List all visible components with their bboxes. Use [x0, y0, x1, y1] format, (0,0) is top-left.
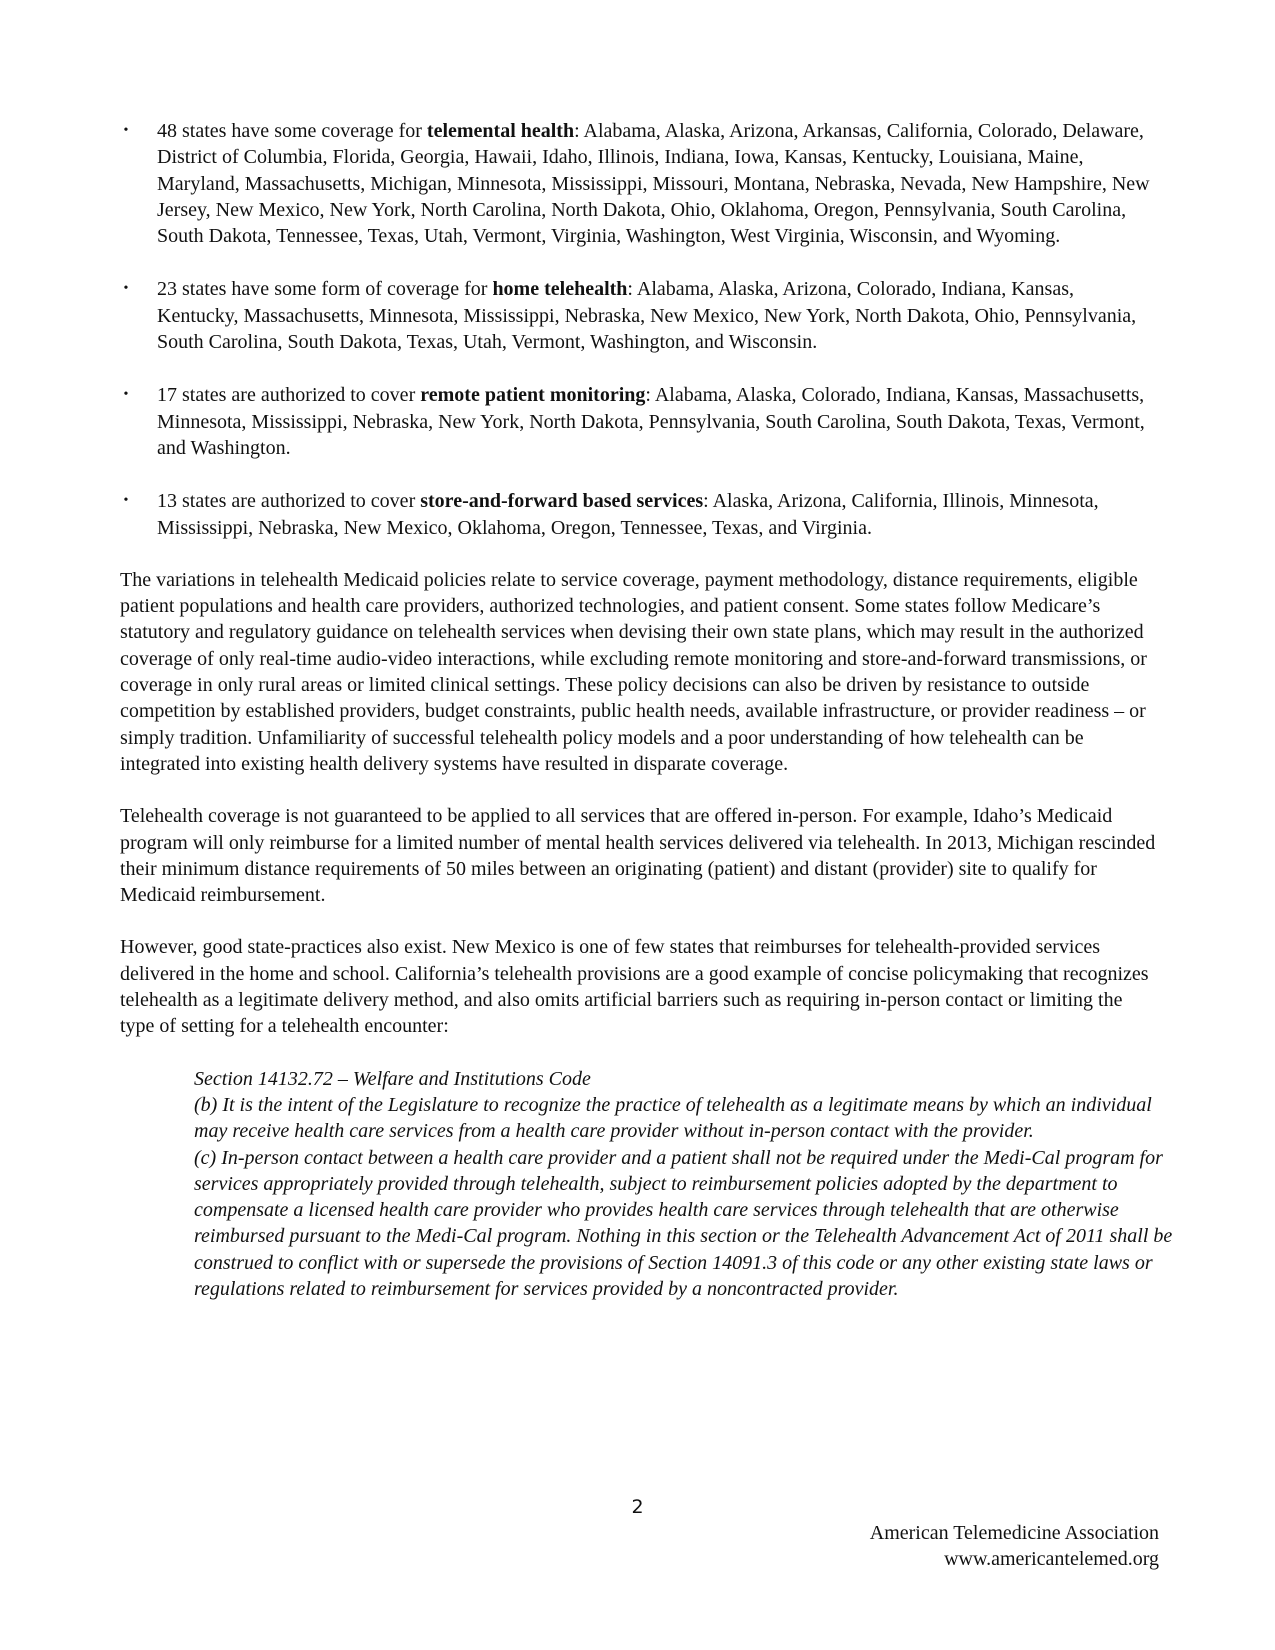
bullet-lead-text: 48 states have some coverage for	[157, 120, 427, 142]
bullet-state-list: : Alabama, Alaska, Colorado, Indiana, Kansas, Massachusetts, Minnesota, Mississippi, Nebraska, New York, North Dakota, Pennsylvania, South Carolina, South Dakota, Texas, Vermont, and Washington.	[157, 384, 1145, 459]
paragraph-coverage-not-guaranteed: Telehealth coverage is not guaranteed to be applied to all services that are offered in-person. For example, Idaho’s Medicaid program will only reimburse for a limited number of mental health services delivered via telehealth. In 2013, Michigan rescinded their minimum distance requirements of 50 miles between an originating (patient) and distant (provider) site to qualify for Medicaid reimbursement.	[120, 805, 1156, 907]
page-body	[120, 118, 1173, 1302]
bullet-state-list: : Alabama, Alaska, Arizona, Colorado, Indiana, Kansas, Kentucky, Massachusetts, Minnesota, Mississippi, Nebraska, New Mexico, New York, North Dakota, Ohio, Pennsylvania, South Carolina, South Dakota, Texas, Utah, Vermont, Washington, and Wisconsin.	[157, 278, 1137, 354]
bullet-state-list: : Alabama, Alaska, Arizona, Arkansas, California, Colorado, Delaware, District of Columbia, Florida, Georgia, Hawaii, Idaho, Illinois, Indiana, Iowa, Kansas, Kentucky, Louisiana, Maine, Maryland, Massachusetts, Michigan, Minnesota, Mississippi, Missouri, Montana, Nebraska, Nevada, New Hampshire, New Jersey, New Mexico, New York, North Carolina, North Dakota, Ohio, Oklahoma, Oregon, Pennsylvania, South Carolina, South Dakota, Tennessee, Texas, Utah, Vermont, Virginia, Washington, West Virginia, Wisconsin, and Wyoming.	[157, 120, 1150, 248]
statute-clause-c: (c) In-person contact between a health care provider and a patient shall not be required under the Medi-Cal program for services appropriately provided through telehealth, subject to reimbursement policies adopted by the department to compensate a licensed health care provider who provides health care services through telehealth that are otherwise reimbursed pursuant to the Medi-Cal program. Nothing in this section or the Telehealth Advancement Act of 2011 shall be construed to conflict with or supersede the provisions of Section 14091.3 of this code or any other existing state laws or regulations related to reimbursement for services provided by a noncontracted provider.	[194, 1146, 1173, 1300]
bullet-lead-text: 13 states are authorized to cover	[157, 490, 421, 513]
bullet-term: home telehealth	[492, 278, 628, 301]
page-number: 2	[631, 1496, 644, 1518]
paragraph-policy-variations: The variations in telehealth Medicaid policies relate to service coverage, payment methodology, distance requirements, eligible patient populations and health care providers, authorized technologies, and patient consent. Some states follow Medicare’s statutory and regulatory guidance on telehealth services when devising their own state plans, which may result in the authorized coverage of only real-time audio-video interactions, while excluding remote monitoring and store-and-forward transmissions, or coverage in only rural areas or limited clinical settings. These policy decisions can also be driven by resistance to outside competition by established providers, budget constraints, public health needs, available infrastructure, or provider readiness – or simply tradition. Unfamiliarity of successful telehealth policy models and a poor understanding of how telehealth can be integrated into existing health delivery systems have resulted in disparate coverage.	[120, 568, 1147, 775]
bullet-term: telemental health	[426, 120, 575, 142]
bullet-home-telehealth	[120, 276, 1160, 355]
bullet-icon: •	[123, 387, 129, 403]
bullet-icon: •	[123, 493, 129, 509]
page-footer	[870, 1520, 1159, 1572]
statute-clause-b: (b) It is the intent of the Legislature to recognize the practice of telehealth as a legitimate means by which an individual may receive health care services from a health care provider without in-person contact with the provider.	[194, 1093, 1152, 1143]
bullet-lead-text: 23 states have some form of coverage for	[157, 278, 493, 301]
coverage-bullet-list	[120, 118, 1160, 541]
bullet-lead-text: 17 states are authorized to cover	[157, 384, 421, 407]
bullet-icon: •	[123, 123, 129, 138]
bullet-store-and-forward	[120, 488, 1160, 541]
footer-organization: American Telemedicine Association	[869, 1522, 1159, 1544]
bullet-state-list: : Alaska, Arizona, California, Illinois, Minnesota, Mississippi, Nebraska, New Mexico, Oklahoma, Oregon, Tennessee, Texas, and Virginia.	[157, 490, 1099, 539]
bullet-term: store-and-forward based services	[420, 490, 704, 513]
bullet-remote-patient-monitoring	[120, 382, 1160, 461]
statute-quote	[194, 1066, 1174, 1303]
bullet-icon: •	[123, 281, 129, 297]
bullet-term: remote patient monitoring	[420, 384, 646, 407]
paragraph-good-practices: However, good state-practices also exist. New Mexico is one of few states that reimburses for telehealth-provided services delivered in the home and school. California’s telehealth provisions are a good example of concise policymaking that recognizes telehealth as a legitimate delivery method, and also omits artificial barriers such as requiring in-person contact or limiting the type of setting for a telehealth encounter:	[120, 936, 1149, 1038]
footer-website: www.americantelemed.org	[944, 1548, 1159, 1570]
statute-heading: Section 14132.72 – Welfare and Institutions Code	[194, 1067, 591, 1090]
bullet-telemental-health	[120, 118, 1160, 249]
